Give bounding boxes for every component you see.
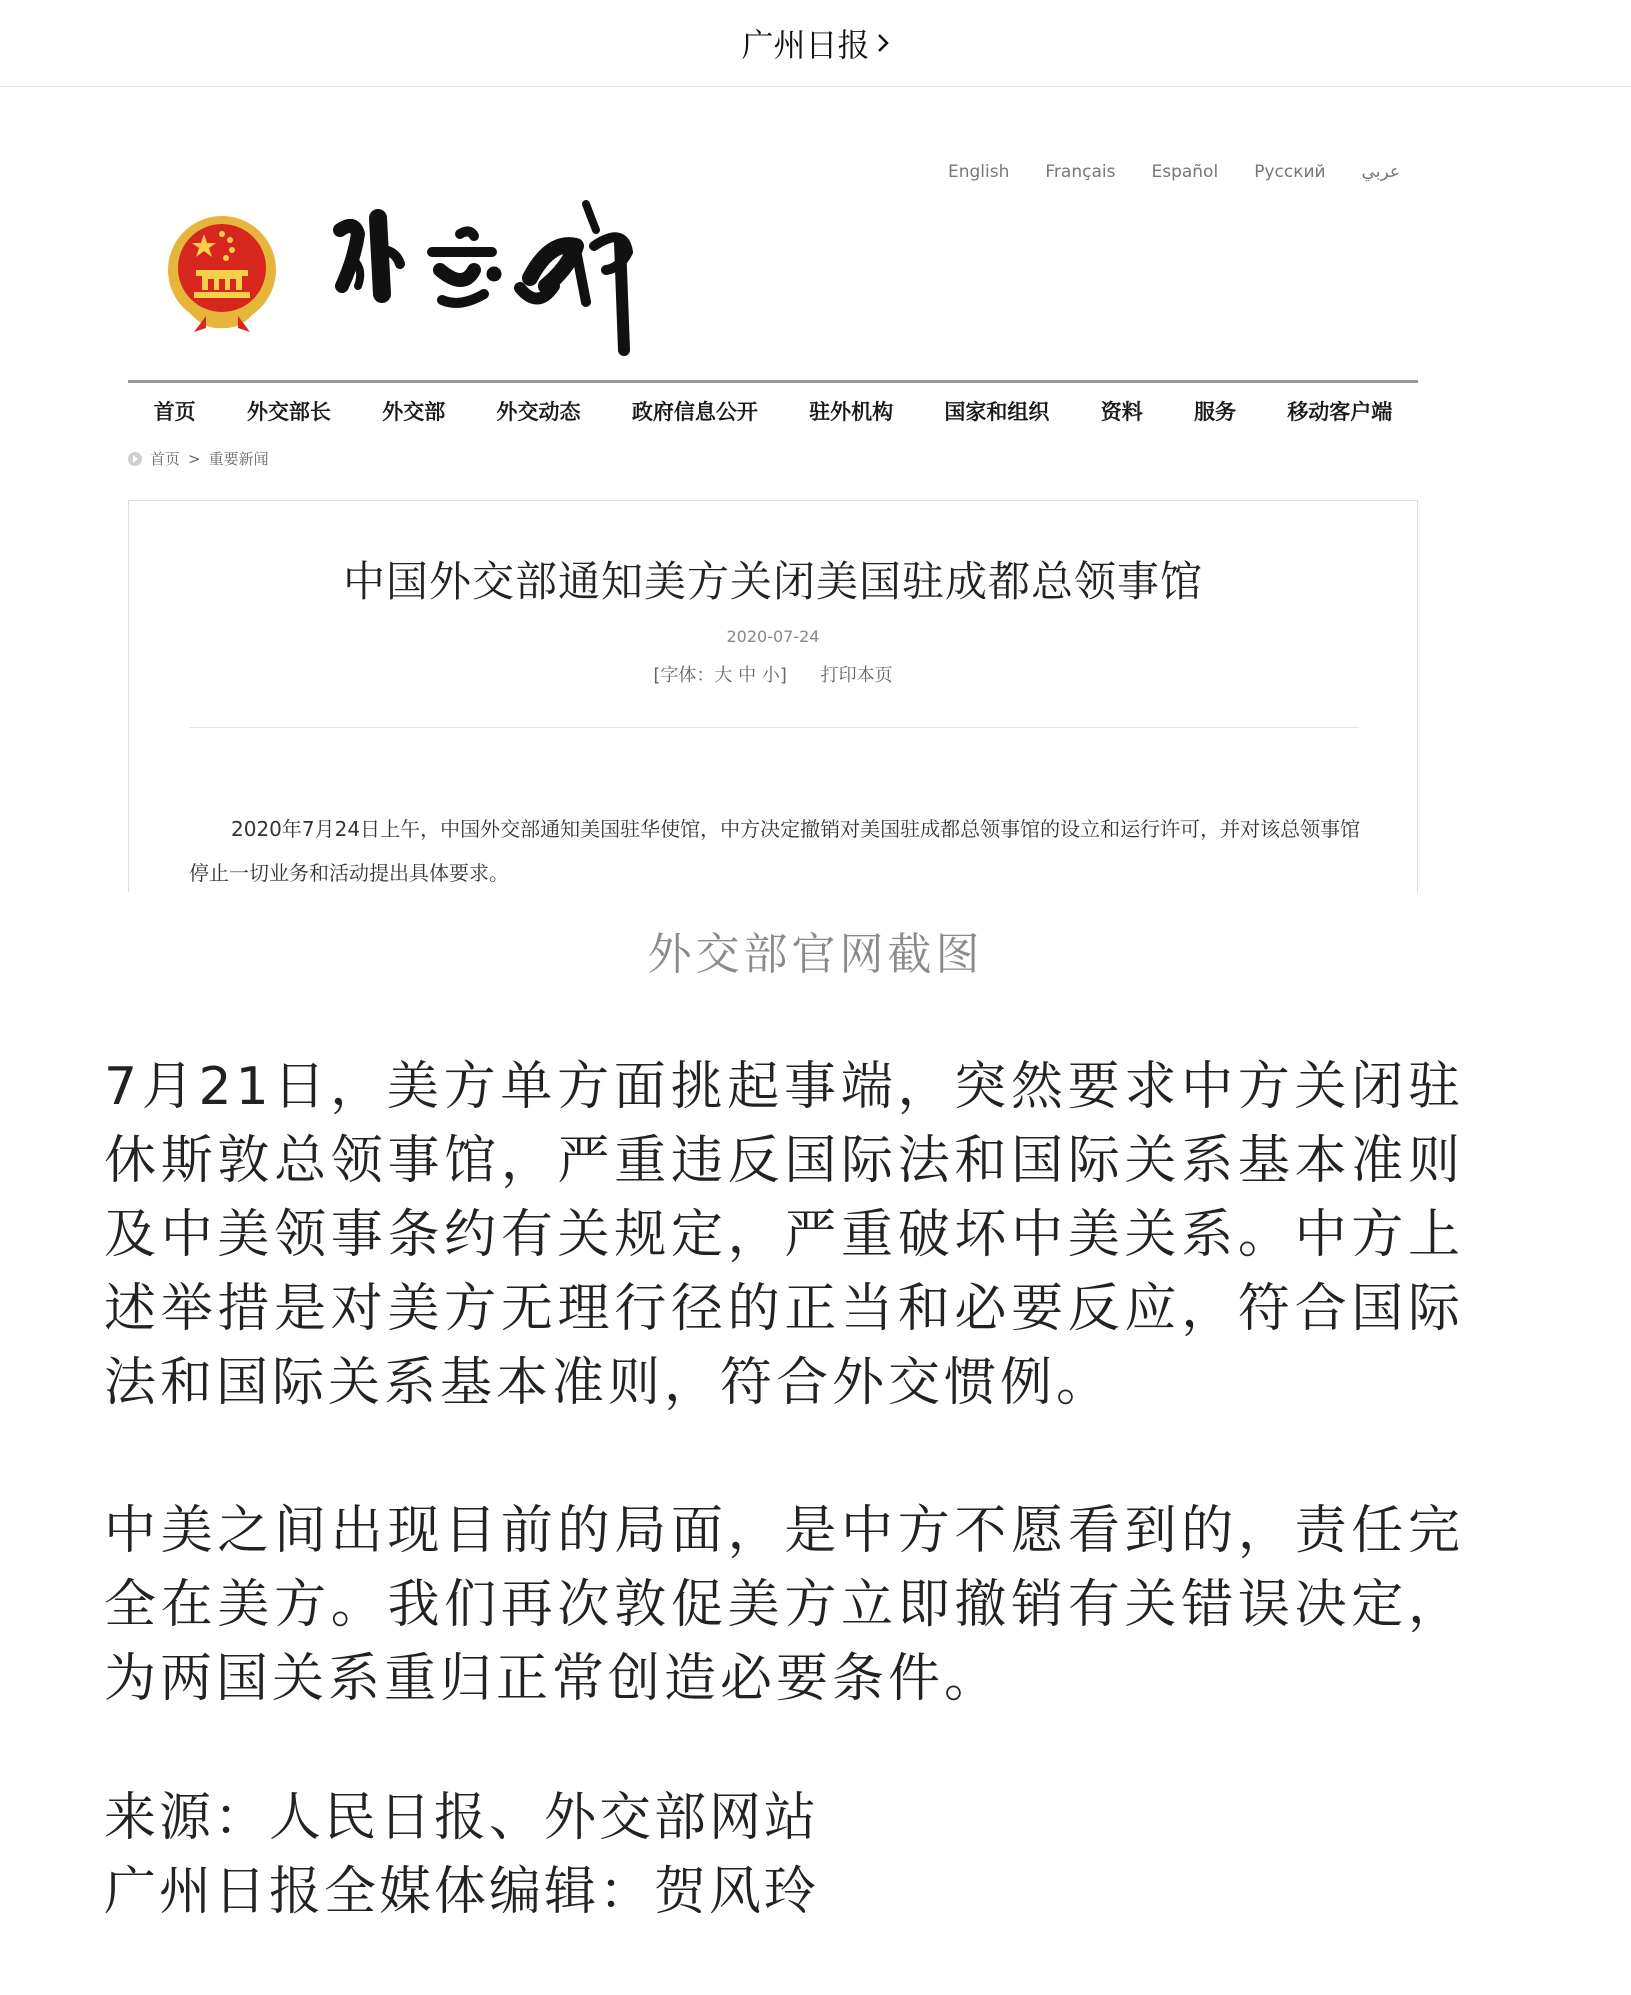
nav-minister[interactable]: 外交部长 — [246, 400, 331, 424]
source-credit: 来源：人民日报、外交部网站 — [104, 1788, 820, 1848]
national-emblem-icon — [164, 212, 280, 334]
article-body: 2020年7月24日上午，中国外交部通知美国驻华使馆，中方决定撤销对美国驻成都总领事馆的设立和运行许可，并对该总领事馆停止一切业务和活动提出具体要求。 — [189, 817, 1361, 885]
app-header — [0, 0, 1631, 87]
breadcrumb-arrow-icon — [128, 452, 142, 466]
breadcrumb-current[interactable]: 重要新闻 — [208, 450, 269, 468]
nav-gov-info[interactable]: 政府信息公开 — [631, 400, 758, 424]
breadcrumb-home[interactable]: 首页 — [150, 450, 181, 468]
article-container — [128, 500, 1418, 892]
mfa-website-screenshot — [128, 128, 1418, 892]
lang-arabic[interactable]: عربي — [1361, 162, 1400, 182]
article-date: 2020-07-24 — [726, 627, 820, 646]
print-page-link[interactable]: 打印本页 — [820, 665, 893, 686]
lang-spanish[interactable]: Español — [1151, 162, 1219, 182]
nav-divider — [128, 380, 1418, 383]
credits — [104, 1781, 1464, 1929]
nav-home[interactable]: 首页 — [153, 400, 196, 424]
source-account-link[interactable] — [741, 20, 889, 66]
breadcrumb-separator: > — [188, 449, 201, 468]
editor-credit: 广州日报全媒体编辑：贺风玲 — [104, 1862, 820, 1922]
lang-french[interactable]: Français — [1045, 162, 1116, 182]
article-title: 中国外交部通知美方关闭美国驻成都总领事馆 — [342, 557, 1203, 606]
mfa-calligraphy-logo — [324, 190, 664, 358]
nav-ministry[interactable]: 外交部 — [382, 400, 446, 424]
article-tools — [129, 661, 1417, 687]
body-paragraph-1: 7月21日，美方单方面挑起事端，突然要求中方关闭驻休斯敦总领事馆，严重违反国际法和国际关系基本准则及中美领事条约有关规定，严重破坏中美关系。中方上述举措是对美方无理行径的正当和必要反应，符合国际法和国际关系基本准则，符合外交惯例。 — [104, 1057, 1464, 1413]
language-bar — [948, 162, 1400, 182]
nav-countries[interactable]: 国家和组织 — [944, 400, 1050, 424]
article-divider — [189, 727, 1359, 728]
chevron-right-icon — [876, 32, 890, 54]
nav-diplomatic-news[interactable]: 外交动态 — [496, 400, 581, 424]
nav-missions[interactable]: 驻外机构 — [809, 400, 894, 424]
lang-russian[interactable]: Русский — [1254, 162, 1326, 182]
site-nav — [128, 394, 1418, 428]
body-paragraph-2: 中美之间出现目前的局面，是中方不愿看到的，责任完全在美方。我们再次敦促美方立即撤销有关错误决定，为两国关系重归正常创造必要条件。 — [104, 1501, 1464, 1709]
lang-english[interactable]: English — [948, 162, 1010, 182]
nav-mobile-client[interactable]: 移动客户端 — [1287, 400, 1393, 424]
nav-services[interactable]: 服务 — [1194, 400, 1237, 424]
breadcrumb — [128, 448, 269, 469]
nav-resources[interactable]: 资料 — [1100, 400, 1143, 424]
font-size-control[interactable]: [字体：大 中 小] — [653, 665, 787, 686]
image-caption: 外交部官网截图 — [647, 929, 984, 980]
source-name: 广州日报 — [741, 26, 870, 64]
